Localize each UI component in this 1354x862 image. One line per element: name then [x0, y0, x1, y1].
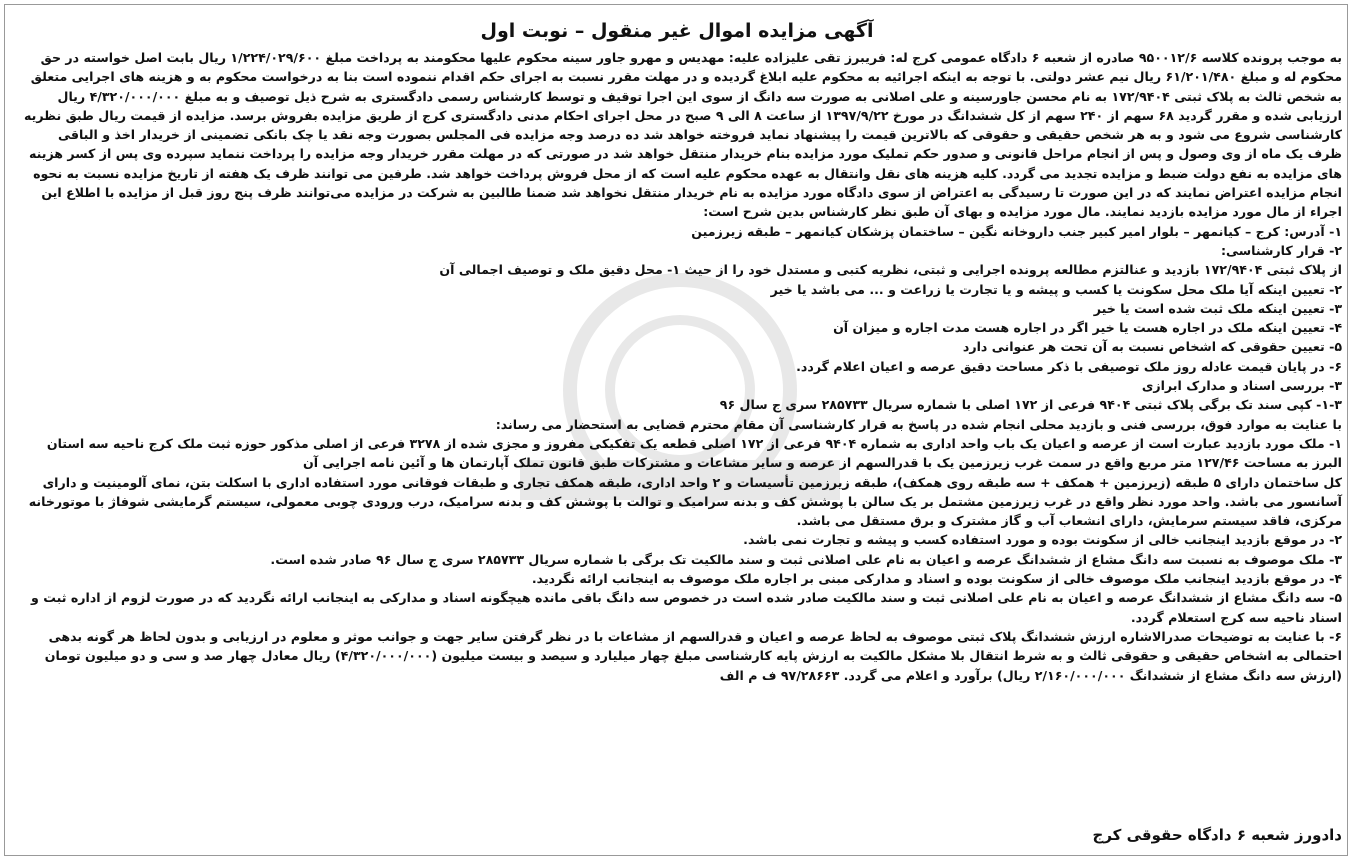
finding-item: ۶- با عنایت به توضیحات صدرالاشاره ارزش ششدانگ پلاک ثبتی موصوف به لحاظ عرصه و اعیان و قدرالسهم از مشاعات با در نظر گرفتن سایر جهت و جوانب موثر و معلوم در ارزیابی و بدون لحاظ هر گونه بدهی احتمالی به اشخاص حقیقی و حقوقی ثالث و به شرط انتقال بلا مشکل مالکیت به ارزش پایه کارشناسی مبلغ چهار میلیارد و سیصد و بیست میلیون (۴/۳۲۰/۰۰۰/۰۰۰) ریال معادل چهار صد و سی و دو میلیون تومان (ارزش سه دانگ مشاع از ششدانگ ۲/۱۶۰/۰۰۰/۰۰۰ ریال) برآورد و اعلام می گردد. ۹۷/۲۸۶۶۳ ف م الف: [44, 628, 1342, 683]
signature-line: دادورز شعبه ۶ دادگاه حقوقی کرج: [1092, 826, 1342, 844]
expert-order-item: ۲- تعیین اینکه آیا ملک محل سکونت یا کسب و پیشه و یا تجارت یا زراعت و ... می باشد یا خیر: [770, 281, 1342, 297]
findings-intro: با عنایت به موارد فوق، بررسی فنی و بازدید محلی انجام شده در پاسخ به قرار کارشناسی آن مقام محترم قضایی به استحضار می رساند:: [495, 416, 1342, 432]
finding-item: ۱- ملک مورد بازدید عبارت است از عرصه و اعیان یک باب واحد اداری به شماره ۹۴۰۴ فرعی از ۱۷۲ اصلی قطعه یک تفکیکی مفروز و مجزی شده از ۳۲۷۸ فرعی از اصلی مذکور حوزه ثبت ملک کرج ناحیه سه استان البرز به مساحت ۱۲۷/۴۶ متر مربع واقع در سمت غرب زیرزمین یک با قدرالسهم از عرصه و سایر مشاعات و مشترکات طبق قانون تملک آپارتمان ها و آئین نامه اجرایی آن: [46, 435, 1342, 471]
expert-order-item: از پلاک ثبتی ۱۷۲/۹۴۰۴ بازدید و عنالتزم مطالعه پرونده اجرایی و ثبتی، نظریه کتبی و مستدل خود را از حیث ۱- محل دقیق ملک و توصیف اجمالی آن: [439, 262, 1342, 278]
finding-item: ۲- در موقع بازدید اینجانب خالی از سکونت بوده و مورد استفاده کسب و پیشه و تجارت نمی باشد.: [743, 532, 1342, 548]
finding-item: ۵- سه دانگ مشاع از ششدانگ عرصه و اعیان به نام علی اصلانی ثبت و سند مالکیت صادر شده است در خصوص سه دانگ باقی مانده هیچگونه اسناد و مدارکی به اینجانب ارائه نگردید که در صورت لزوم از اداره ثبت و اسناد ناحیه سه کرج استعلام گردد.: [31, 590, 1342, 625]
expert-order-item: ۶- در پایان قیمت عادله روز ملک توصیفی با ذکر مساحت دقیق عرصه و اعیان اعلام گردد.: [796, 358, 1342, 374]
expert-order-heading: ۲- قرار کارشناسی:: [1220, 242, 1342, 258]
expert-order-item: ۵- تعیین حقوقی که اشخاص نسبت به آن تحت هر عنوانی دارد: [962, 339, 1342, 355]
expert-order-item: ۴- تعیین اینکه ملک در اجاره هست یا خیر اگر در اجاره هست مدت اجاره و میزان آن: [833, 320, 1342, 336]
finding-item: ۴- در موقع بازدید اینجانب ملک موصوف خالی از سکونت بوده و اسناد و مدارکی مبنی بر اجاره ملک موصوف به اینجانب ارائه نگردید.: [531, 571, 1342, 587]
documents-heading: ۳- بررسی اسناد و مدارک ابرازی: [1141, 378, 1342, 394]
intro-paragraph: به موجب پرونده کلاسه ۹۵۰۰۱۲/۶ صادره از شعبه ۶ دادگاه عمومی کرج له: فریبرز تقی علیزاده علیه: مهدیس و مهرو جاور سینه محکوم علیها محکومند به پرداخت مبلغ ۱/۲۲۴/۰۲۹/۶۰۰ ریال بابت اصل خواسته در حق محکوم له و مبلغ ۶۱/۲۰۱/۴۸۰ ریال نیم عشر دولتی. با توجه به اینکه اجرائیه به محکوم علیه ابلاغ گردیده و در مهلت مقرر نسبت به اجرای حکم اقدام ننموده است بنا به درخواست محکوم به و هزینه های اجرایی متعلق به شخص ثالث به پلاک ثبتی ۱۷۲/۹۴۰۴ به نام محسن جاورسینه و علی اصلانی به صورت سه دانگ از سوی این اجرا توقیف و توسط کارشناس رسمی دادگستری به شرح ذیل توصیف و به مبلغ ۴/۳۲۰/۰۰۰/۰۰۰ ریال ارزیابی شده و مقرر گردید ۶۸ سهم از ۲۴۰ سهم از کل ششدانگ در مورخ ۱۳۹۷/۹/۲۲ از ساعت ۸ الی ۹ صبح در محل اجرای احکام مدنی دادگستری کرج از طریق مزایده بفروش برسد. مزایده از قیمت ریال طبق نظریه کارشناسی شروع می شود و به هر شخص حقیقی و حقوقی که بالاترین قیمت را پیشنهاد نماید فروخته خواهد شد ده درصد وجه مزایده فی المجلس بصورت وجه نقد یا چک بانکی تضمینی از خریدار اخذ و الباقی ظرف یک ماه از وی وصول و پس از انجام مراحل قانونی و صدور حکم تملیک مورد مزایده بنام خریدار منتقل خواهد شد در صورتی که در مهلت مقرر خریدار وجه مزایده را پرداخت ننماید سپرده وی پس از کسر هزینه های مزایده به نفع دولت ضبط و مزایده تجدید می گردد. کلیه هزینه های نقل وانتقال به عهده محکوم علیه است که از محل فروش پرداخت خواهد شد. طرفین می توانند ظرف یک هفته از تاریخ مزایده نسبت به نحوه انجام مزایده اعتراض نمایند که در این صورت تا رسیدگی به اعتراض از سوی دادگاه مورد مزایده به نام خریدار منتقل نخواهد شد ضمنا طالبین به شرکت در مزایده می‌توانند ظرف پنج روز قبل از مزایده با اطلاع این اجراء از مال مورد مزایده بازدید نمایند. مال مورد مزایده و بهای آن طبق نظر کارشناس بدین شرح است:: [23, 50, 1342, 220]
finding-item: ۳- ملک موصوف به نسبت سه دانگ مشاع از ششدانگ عرصه و اعیان به نام علی اصلانی ثبت و سند مالکیت تک برگی با شماره سریال ۲۸۵۷۳۳ سری ج سال ۹۶ صادر شده است.: [270, 551, 1342, 567]
notice-title: آگهی مزایده اموال غیر منقول – نوبت اول: [480, 20, 874, 42]
documents-item: ۱-۳- کپی سند تک برگی پلاک ثبتی ۹۴۰۴ فرعی از ۱۷۲ اصلی با شماره سریال ۲۸۵۷۳۳ سری ج سال ۹۶: [719, 397, 1342, 413]
finding-item: کل ساختمان دارای ۵ طبقه (زیرزمین + همکف + سه طبقه روی همکف)، طبقه زیرزمین تأسیسات و ۲ واحد اداری، طبقه همکف تجاری و طبقات فوقانی مورد استفاده اداری با اسکلت بتن، نمای آلومینیت و دارای آسانسور می باشد. واحد مورد نظر واقع در غرب زیرزمین مشتمل بر یک سالن با پوشش کف و بدنه سرامیک و توالت با پوشش کف و بدنه سرامیک، درب ورودی چوبی معمولی، سیستم گرمایشی شوفاژ با موتورخانه مرکزی، فاقد سیستم سرمایش، دارای انشعاب آب و گاز مشترک و برق مستقل می باشد.: [28, 474, 1342, 529]
notice-body: [22, 48, 1342, 685]
address-line: ۱- آدرس: کرج – کیانمهر – بلوار امیر کبیر جنب داروخانه نگین – ساختمان پزشکان کیانمهر – طبقه زیرزمین: [691, 223, 1342, 239]
expert-order-item: ۳- تعیین اینکه ملک ثبت شده است یا خیر: [1093, 300, 1342, 316]
